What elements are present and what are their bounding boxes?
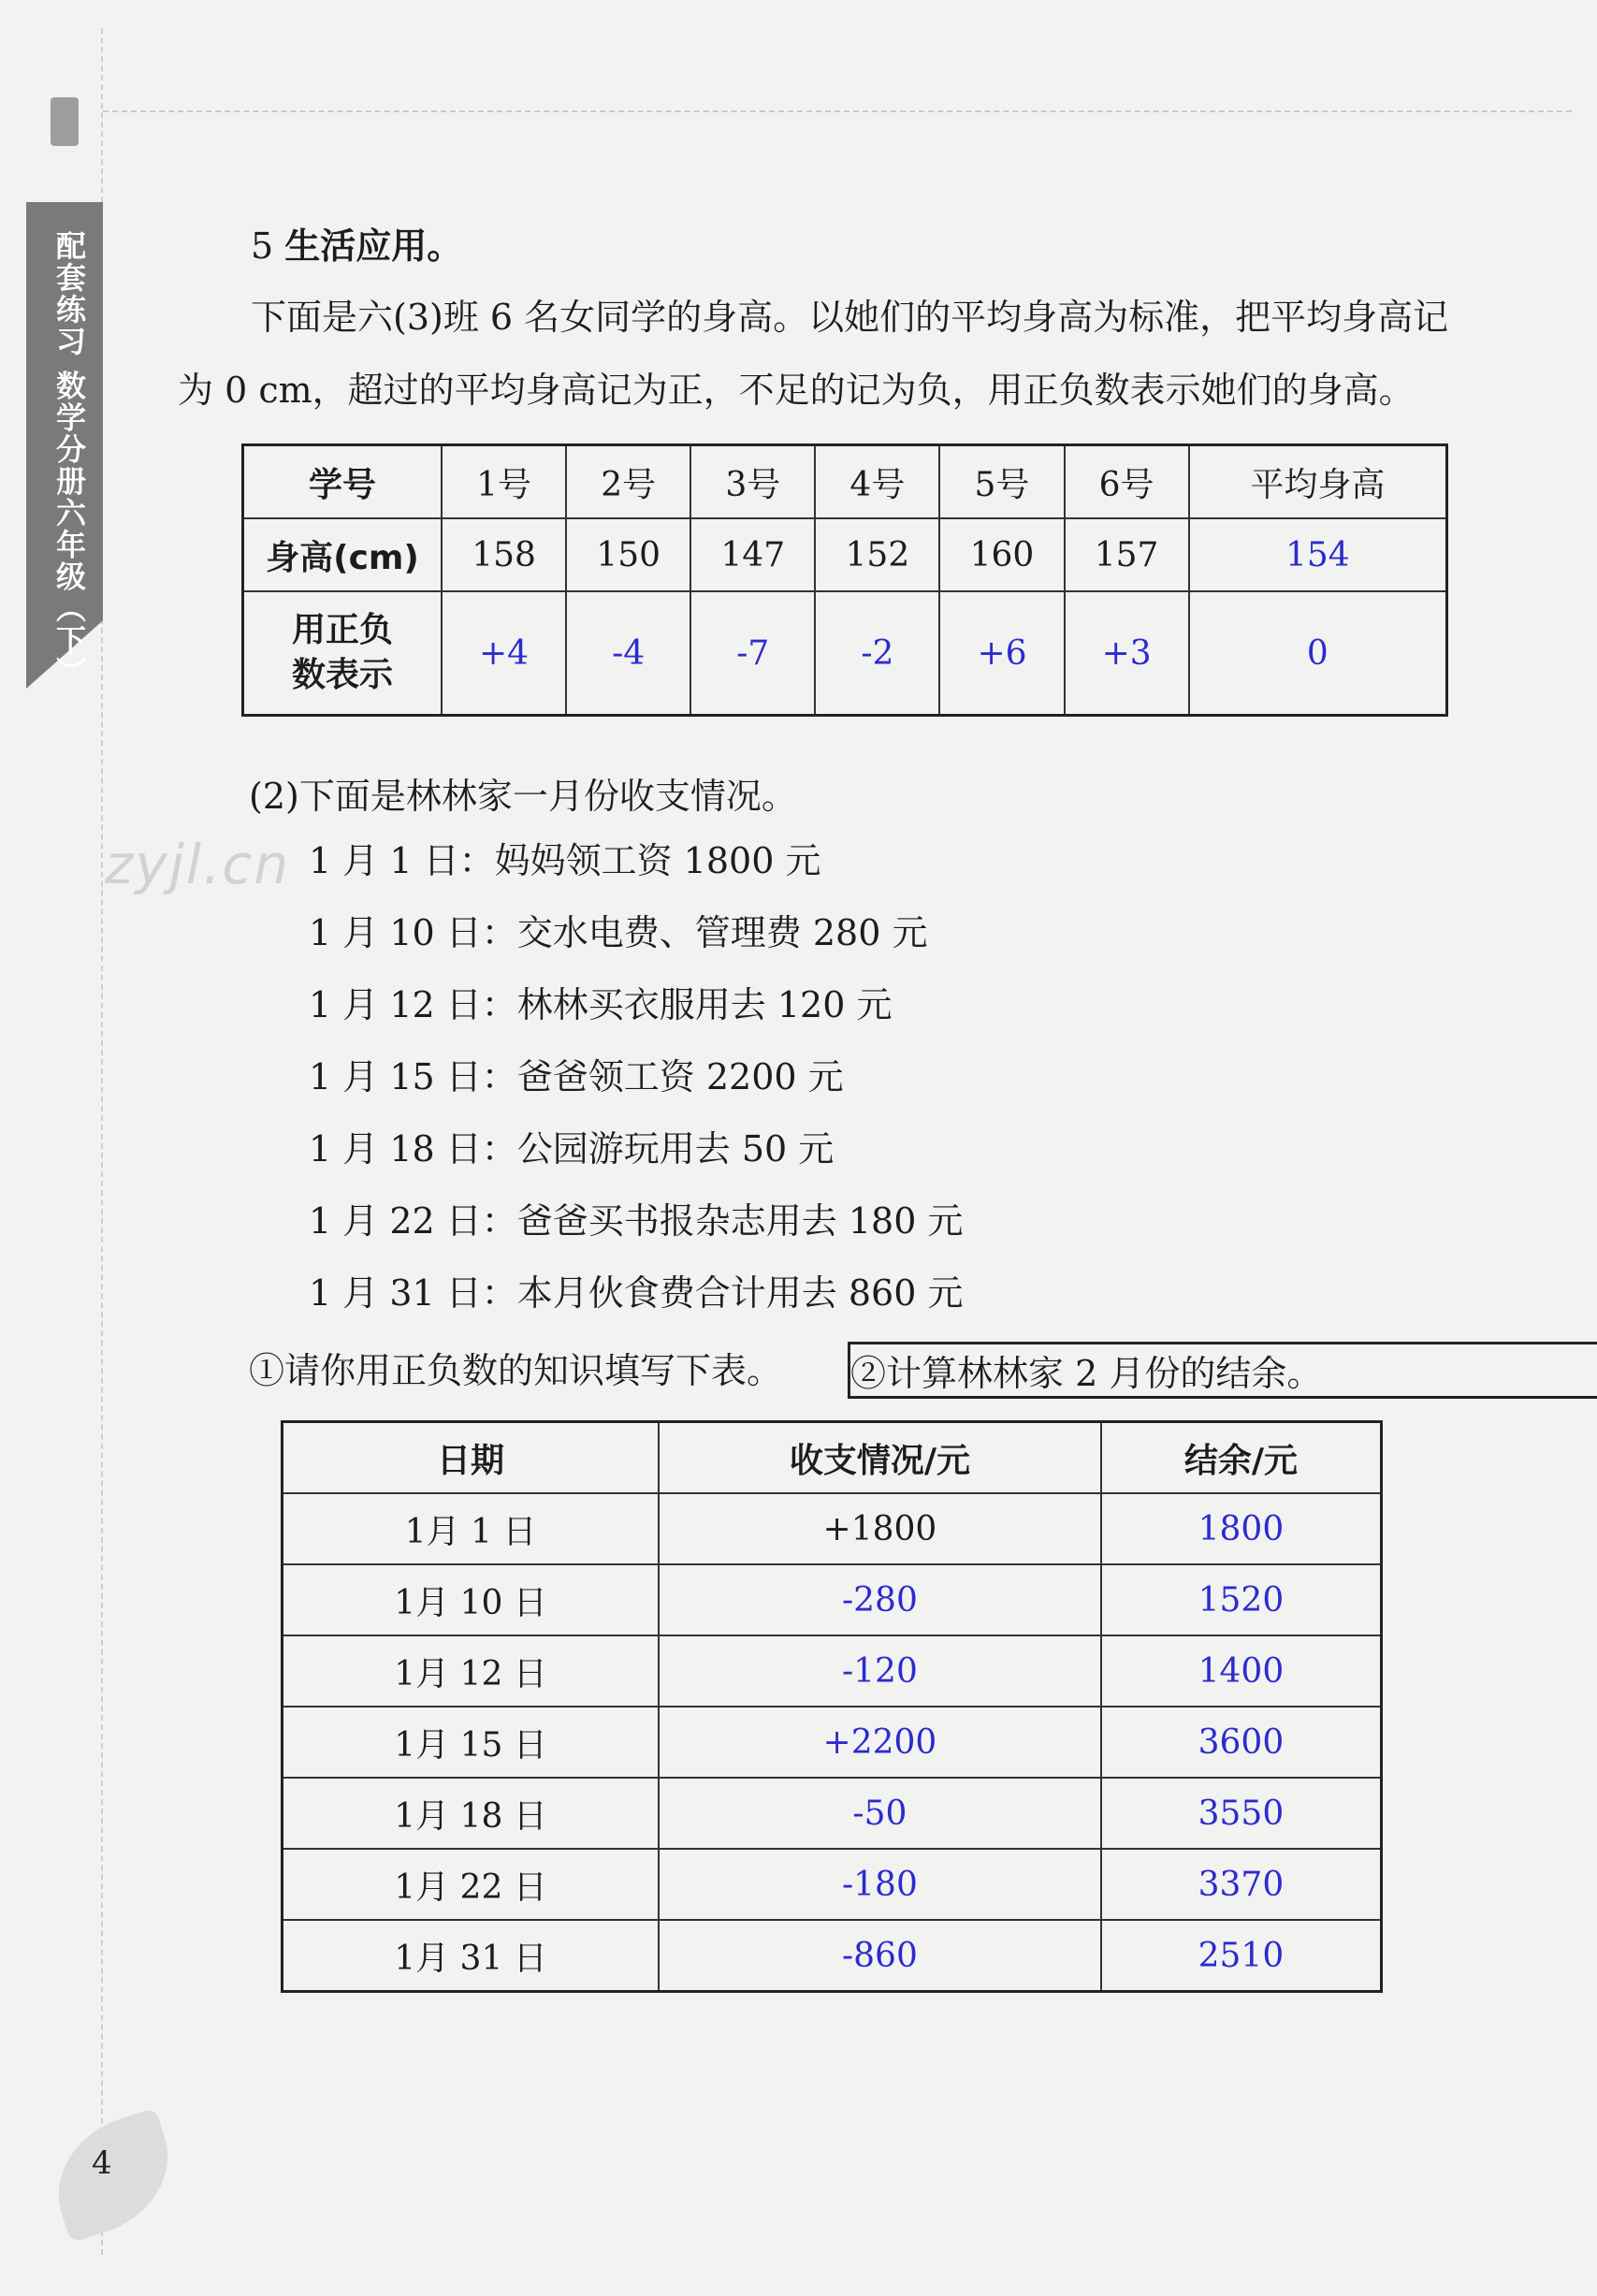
date-cell: 1月 18 日 — [283, 1778, 659, 1849]
table-row — [283, 1920, 1382, 1992]
list-item: 1 月 10 日：交水电费、管理费 280 元 — [309, 912, 928, 953]
question-title-text: 生活应用。 — [284, 225, 463, 267]
date-cell: 1月 1 日 — [283, 1493, 659, 1564]
signed-value-answer: -7 — [690, 591, 815, 716]
table-row — [283, 1707, 1382, 1778]
height-value-cell: 158 — [442, 518, 566, 591]
balance-header-cell: 收支情况/元 — [659, 1422, 1101, 1494]
date-cell: 1月 22 日 — [283, 1849, 659, 1920]
task-2: ②计算林林家 2 月份的结余。 — [848, 1342, 1597, 1399]
list-item: 1 月 1 日：妈妈领工资 1800 元 — [309, 840, 821, 881]
list-item: 1 月 12 日：林林买衣服用去 120 元 — [309, 984, 893, 1025]
signed-value-answer: +6 — [939, 591, 1064, 716]
height-row-label: 身高(cm) — [243, 518, 443, 591]
table-row — [283, 1849, 1382, 1920]
task-line — [249, 1342, 1323, 1394]
income-expense-list — [309, 840, 963, 1344]
balance-answer: 1520 — [1101, 1564, 1382, 1635]
signed-value-answer: +3 — [1065, 591, 1189, 716]
signed-value-answer: -2 — [815, 591, 939, 716]
date-cell: 1月 15 日 — [283, 1707, 659, 1778]
balance-answer: 1800 — [1101, 1493, 1382, 1564]
list-item: 1 月 15 日：爸爸领工资 2200 元 — [309, 1056, 844, 1097]
sidebar-label: 配套练习 数学分册六年级（下） — [51, 230, 87, 689]
top-tab-marker — [51, 97, 79, 146]
part2-intro: (2)下面是林林家一月份收支情况。 — [249, 776, 797, 817]
height-value-cell: 152 — [815, 518, 939, 591]
height-table-header-cell: 3号 — [690, 445, 815, 519]
height-table-header-cell: 6号 — [1065, 445, 1189, 519]
height-table-header-cell: 2号 — [566, 445, 690, 519]
height-value-cell: 150 — [566, 518, 690, 591]
balance-answer: 2510 — [1101, 1920, 1382, 1992]
amount-answer: -280 — [659, 1564, 1101, 1635]
signed-value-answer: +4 — [442, 591, 566, 716]
task-1: ①请你用正负数的知识填写下表。 — [249, 1350, 783, 1391]
balance-answer: 3370 — [1101, 1849, 1382, 1920]
list-item: 1 月 31 日：本月伙食费合计用去 860 元 — [309, 1272, 964, 1314]
page-number: 4 — [92, 2144, 112, 2182]
amount-answer: -120 — [659, 1635, 1101, 1707]
intro-line-1: 下面是六(3)班 6 名女同学的身高。以她们的平均身高为标准，把平均身高记 — [251, 297, 1449, 338]
height-table-header-cell: 平均身高 — [1189, 445, 1447, 519]
balance-answer: 3600 — [1101, 1707, 1382, 1778]
balance-table — [281, 1420, 1383, 1993]
balance-answer: 3550 — [1101, 1778, 1382, 1849]
amount-answer: -860 — [659, 1920, 1101, 1992]
table-row — [283, 1564, 1382, 1635]
table-row — [283, 1778, 1382, 1849]
amount-cell: +1800 — [659, 1493, 1101, 1564]
signed-row-label — [243, 591, 443, 716]
list-item: 1 月 22 日：爸爸买书报杂志用去 180 元 — [309, 1200, 964, 1242]
date-cell: 1月 31 日 — [283, 1920, 659, 1992]
question-title — [251, 217, 462, 269]
height-table — [241, 443, 1448, 717]
signed-value-answer: 0 — [1189, 591, 1447, 716]
signed-row-label-line1: 用正负 — [291, 611, 393, 649]
balance-header-cell: 日期 — [283, 1422, 659, 1494]
balance-header-cell: 结余/元 — [1101, 1422, 1382, 1494]
average-height-answer: 154 — [1189, 518, 1447, 591]
signed-row-label-line2: 数表示 — [291, 656, 393, 694]
question-number: 5 — [251, 225, 274, 267]
balance-answer: 1400 — [1101, 1635, 1382, 1707]
table-row — [283, 1493, 1382, 1564]
amount-answer: -180 — [659, 1849, 1101, 1920]
watermark: zyjl.cn — [105, 833, 291, 896]
leaf-icon — [39, 2108, 187, 2244]
date-cell: 1月 10 日 — [283, 1564, 659, 1635]
height-table-header-cell: 4号 — [815, 445, 939, 519]
date-cell: 1月 12 日 — [283, 1635, 659, 1707]
height-table-header-cell: 5号 — [939, 445, 1064, 519]
height-value-cell: 160 — [939, 518, 1064, 591]
height-value-cell: 157 — [1065, 518, 1189, 591]
intro-line-2: 为 0 cm，超过的平均身高记为正，不足的记为负，用正负数表示她们的身高。 — [178, 370, 1415, 411]
top-dashed-rule — [103, 110, 1572, 112]
signed-value-answer: -4 — [566, 591, 690, 716]
list-item: 1 月 18 日：公园游玩用去 50 元 — [309, 1128, 835, 1170]
table-row — [283, 1635, 1382, 1707]
amount-answer: -50 — [659, 1778, 1101, 1849]
height-table-header-cell: 1号 — [442, 445, 566, 519]
height-value-cell: 147 — [690, 518, 815, 591]
height-table-header-cell: 学号 — [243, 445, 443, 519]
amount-answer: +2200 — [659, 1707, 1101, 1778]
